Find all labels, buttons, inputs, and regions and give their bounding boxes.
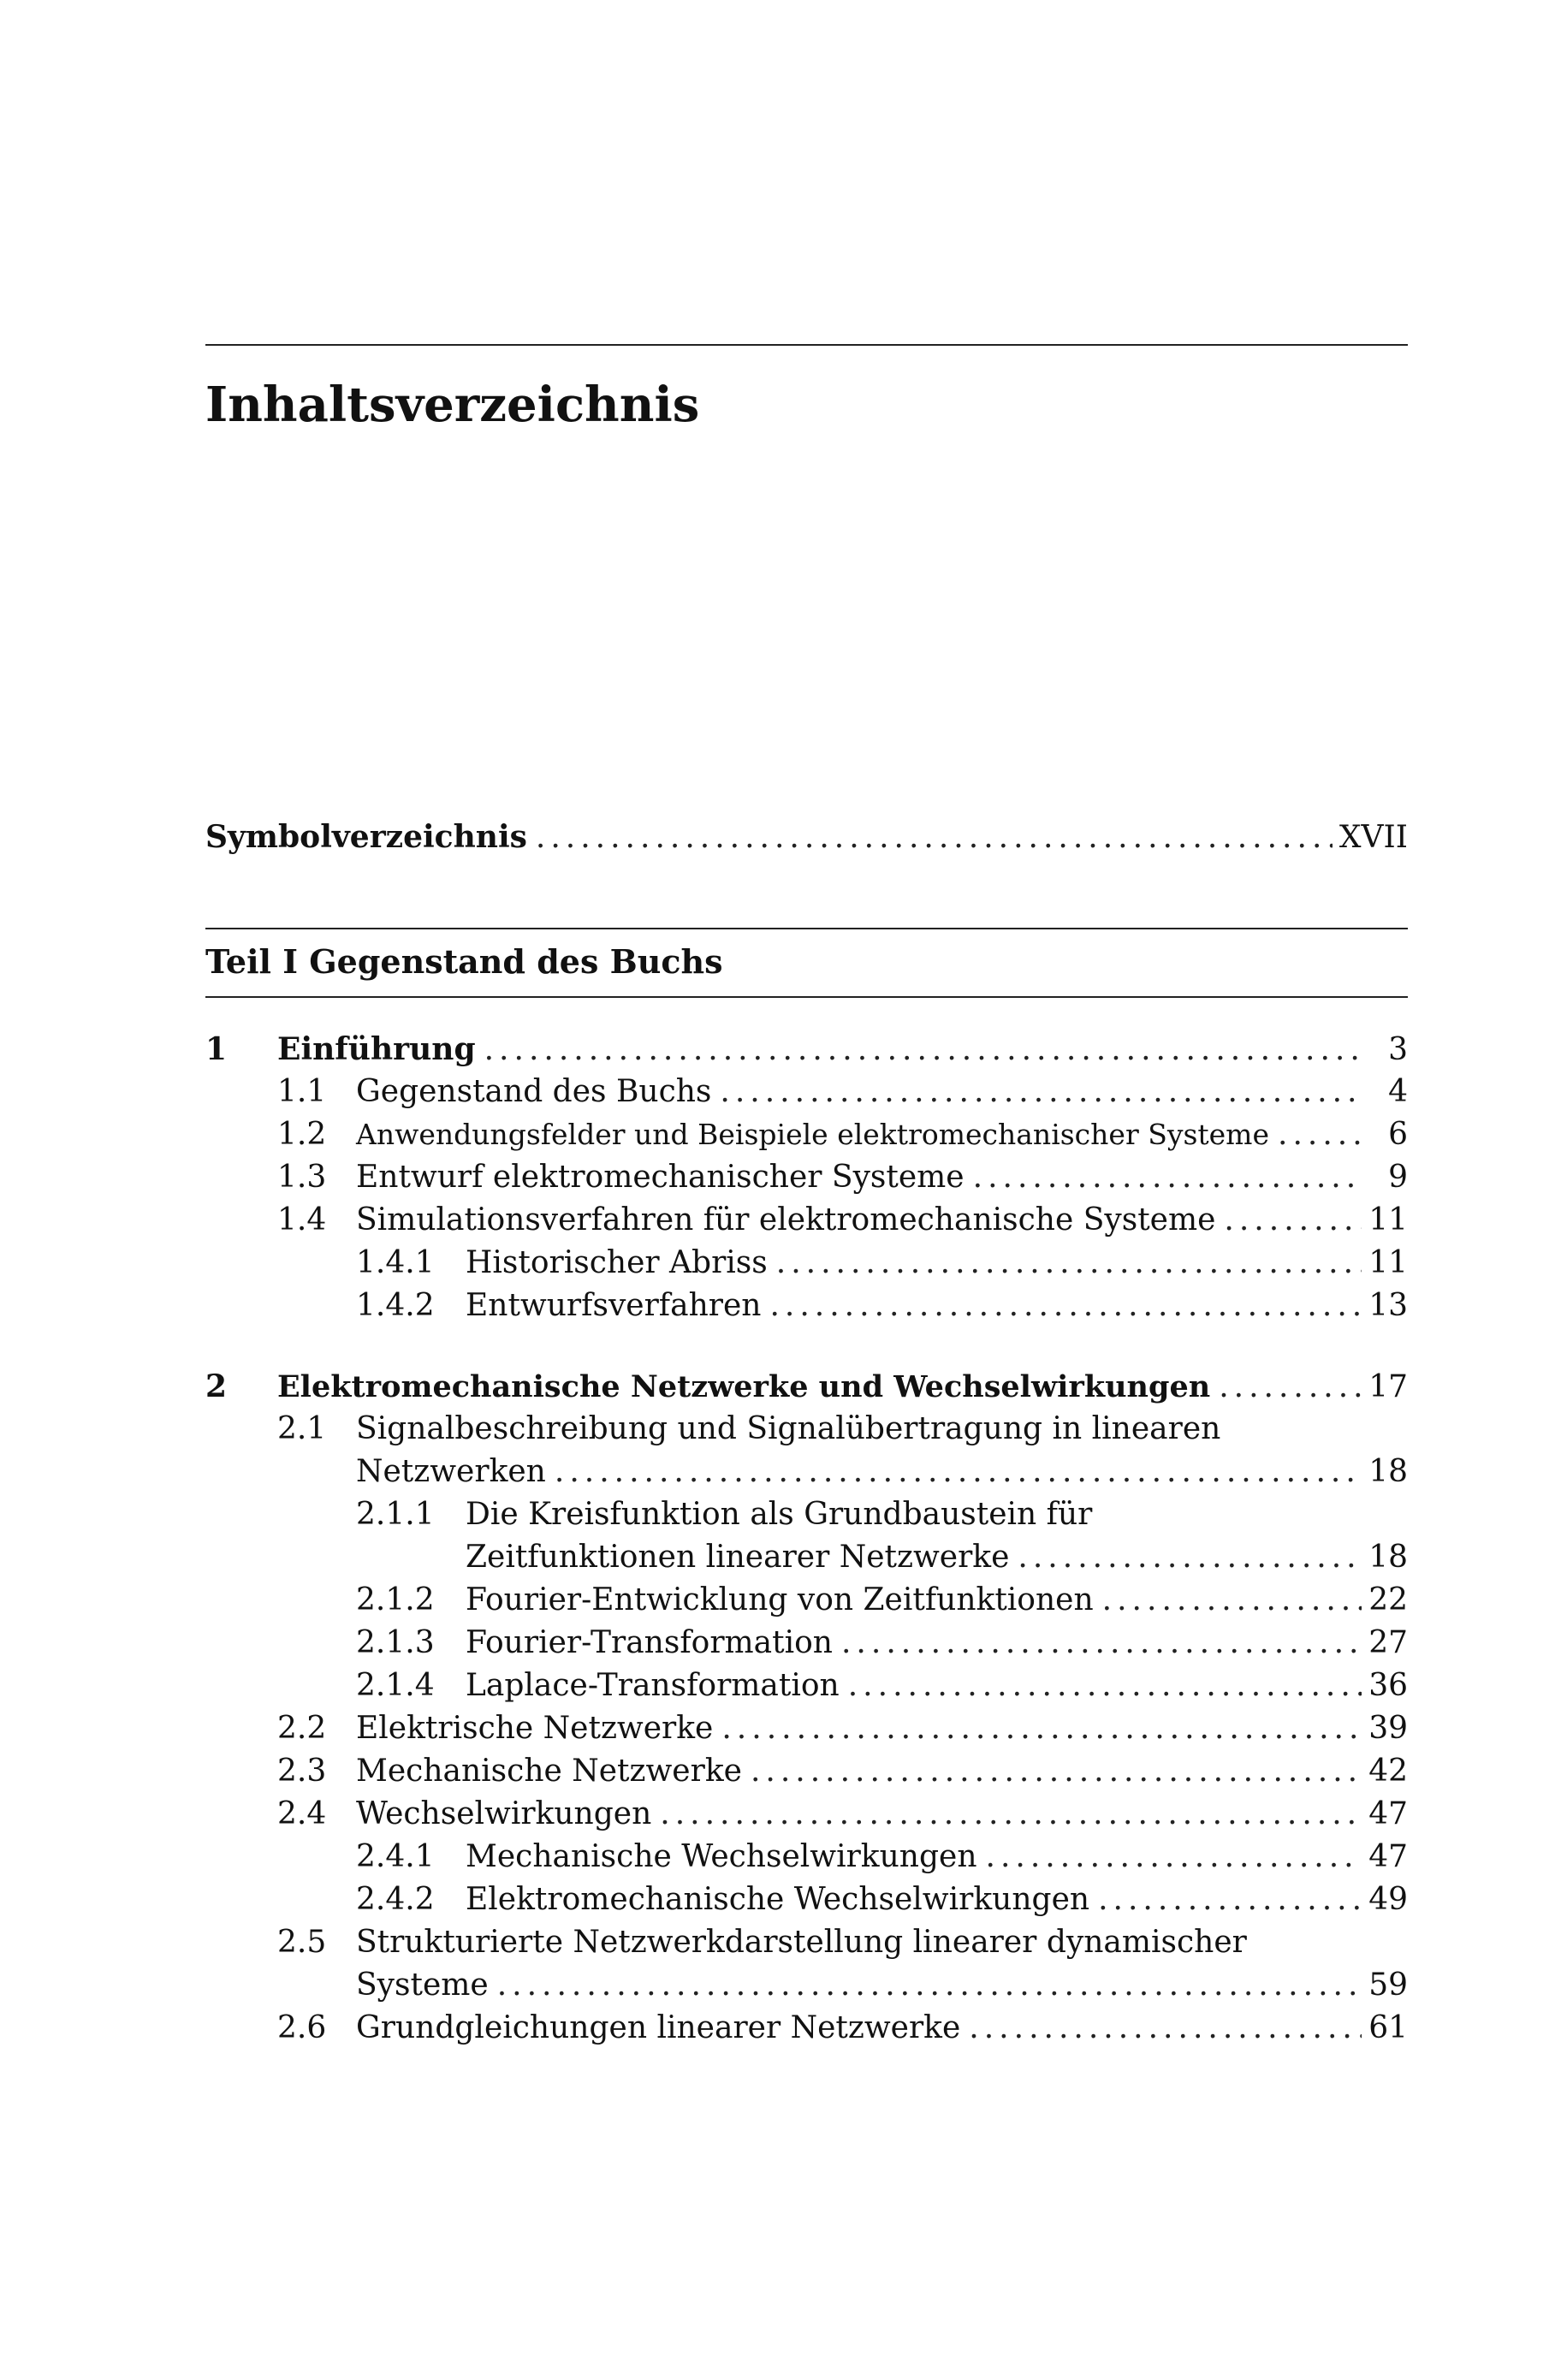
part-number: Teil I — [205, 942, 298, 981]
toc-entry-2-3[interactable] — [277, 1753, 1408, 1794]
section-title: Elektrische Netzwerke — [356, 1711, 714, 1746]
subsection-title: Fourier-Entwicklung von Zeitfunktionen — [466, 1582, 1094, 1617]
dot-leader — [973, 1159, 1362, 1196]
dot-leader — [1018, 1539, 1362, 1576]
toc-entry-2-2[interactable] — [277, 1710, 1408, 1751]
section-page: 61 — [1368, 2010, 1408, 2045]
chapter-title: Einführung — [277, 1031, 476, 1067]
section-page: 4 — [1388, 1074, 1408, 1109]
section-page: 6 — [1388, 1117, 1408, 1152]
section-title-line1: Signalbeschreibung und Signalübertragung in linearen — [356, 1411, 1221, 1446]
section-number: 1.3 — [277, 1160, 327, 1195]
section-title: Anwendungsfelder und Beispiele elektromechanischer Systeme — [356, 1118, 1270, 1151]
part-heading — [205, 941, 723, 982]
subsection-number: 2.4.1 — [356, 1839, 435, 1874]
part-rule-top — [205, 928, 1408, 929]
chapter-title: Elektromechanische Netzwerke und Wechselwirkungen — [277, 1369, 1211, 1404]
subsection-number: 1.4.1 — [356, 1245, 435, 1280]
toc-entry-1-4-2[interactable] — [356, 1287, 1408, 1328]
section-title: Simulationsverfahren für elektromechanische Systeme — [356, 1202, 1216, 1237]
subsection-number: 2.4.2 — [356, 1882, 435, 1917]
section-number: 2.3 — [277, 1754, 327, 1789]
toc-entry-2-4[interactable] — [277, 1795, 1408, 1837]
toc-entry-1-4-1[interactable] — [356, 1244, 1408, 1285]
toc-entry-2-4-2[interactable] — [356, 1881, 1408, 1922]
dot-leader — [1219, 1368, 1362, 1406]
toc-entry-1-3[interactable] — [277, 1159, 1408, 1200]
toc-entry-2-1-2[interactable] — [356, 1582, 1408, 1623]
chapter-number: 1 — [205, 1031, 228, 1067]
dot-leader — [720, 1073, 1362, 1111]
toc-entry-2-1-1-line2[interactable] — [466, 1539, 1408, 1580]
part-rule-bottom — [205, 996, 1408, 998]
dot-leader — [536, 819, 1333, 857]
section-title-line2: Systeme — [356, 1968, 489, 2003]
dot-leader — [769, 1287, 1362, 1325]
dot-leader — [1224, 1202, 1362, 1239]
dot-leader — [660, 1795, 1362, 1833]
subsection-number: 1.4.2 — [356, 1288, 435, 1323]
subsection-number: 2.1.2 — [356, 1582, 435, 1617]
subsection-number: 2.1.3 — [356, 1625, 435, 1660]
dot-leader — [986, 1838, 1362, 1876]
dot-leader — [1278, 1116, 1362, 1154]
section-title-line2: Netzwerken — [356, 1454, 546, 1489]
subsection-number: 2.1.4 — [356, 1668, 435, 1703]
toc-chapter-1[interactable] — [205, 1030, 1408, 1071]
section-page: 39 — [1368, 1711, 1408, 1746]
section-title: Grundgleichungen linearer Netzwerke — [356, 2010, 961, 2045]
dot-leader — [969, 2009, 1362, 2047]
part-title: Gegenstand des Buchs — [309, 942, 723, 981]
toc-entry-2-5-line2[interactable] — [356, 1967, 1408, 2008]
chapter-number: 2 — [205, 1368, 228, 1404]
subsection-title: Fourier-Transformation — [466, 1625, 833, 1660]
toc-entry-1-4[interactable] — [277, 1202, 1408, 1243]
toc-entry-page: XVII — [1338, 820, 1408, 855]
subsection-title-line1: Die Kreisfunktion als Grundbaustein für — [466, 1497, 1093, 1532]
dot-leader — [497, 1967, 1362, 2004]
subsection-title-line2: Zeitfunktionen linearer Netzwerke — [466, 1540, 1010, 1575]
page-title: Inhaltsverzeichnis — [205, 377, 700, 433]
title-rule — [205, 344, 1408, 346]
section-number: 2.2 — [277, 1711, 327, 1746]
section-title-line1: Strukturierte Netzwerkdarstellung linearer dynamischer — [356, 1925, 1247, 1960]
chapter-page: 3 — [1388, 1032, 1408, 1067]
subsection-title: Elektromechanische Wechselwirkungen — [466, 1882, 1090, 1917]
toc-entry-2-1-line1[interactable] — [277, 1410, 1220, 1448]
subsection-page: 36 — [1368, 1668, 1408, 1703]
section-number: 2.6 — [277, 2010, 327, 2045]
dot-leader — [848, 1667, 1362, 1705]
section-title: Entwurf elektromechanischer Systeme — [356, 1160, 965, 1195]
subsection-page: 47 — [1368, 1839, 1408, 1874]
dot-leader — [721, 1710, 1362, 1748]
section-number: 1.2 — [277, 1117, 327, 1152]
subsection-page: 18 — [1368, 1540, 1408, 1575]
subsection-number: 2.1.1 — [356, 1497, 435, 1532]
toc-chapter-2[interactable] — [205, 1368, 1408, 1409]
dot-leader — [1102, 1582, 1362, 1619]
toc-entry-2-1-1-line1[interactable] — [356, 1496, 1092, 1534]
section-page: 18 — [1368, 1454, 1408, 1489]
toc-entry-title: Symbolverzeichnis — [205, 819, 527, 855]
dot-leader — [1098, 1881, 1362, 1919]
dot-leader — [841, 1624, 1362, 1662]
section-number: 2.5 — [277, 1925, 327, 1960]
toc-entry-2-6[interactable] — [277, 2009, 1408, 2051]
toc-entry-2-4-1[interactable] — [356, 1838, 1408, 1879]
section-number: 1.4 — [277, 1202, 327, 1237]
section-title: Wechselwirkungen — [356, 1796, 652, 1831]
subsection-page: 11 — [1368, 1245, 1408, 1280]
dot-leader — [484, 1031, 1362, 1069]
subsection-page: 13 — [1368, 1288, 1408, 1323]
toc-entry-1-2[interactable] — [277, 1116, 1408, 1157]
section-page: 59 — [1368, 1968, 1408, 2003]
dot-leader — [751, 1753, 1362, 1790]
section-title: Gegenstand des Buchs — [356, 1074, 712, 1109]
chapter-page: 17 — [1368, 1369, 1408, 1404]
toc-entry-2-1-4[interactable] — [356, 1667, 1408, 1708]
section-page: 42 — [1368, 1754, 1408, 1789]
toc-entry-2-5-line1[interactable] — [277, 1924, 1247, 1962]
subsection-page: 49 — [1368, 1882, 1408, 1917]
subsection-title: Entwurfsverfahren — [466, 1288, 762, 1323]
section-number: 1.1 — [277, 1074, 327, 1109]
toc-entry-symbolverzeichnis[interactable] — [205, 818, 1408, 859]
subsection-title: Historischer Abriss — [466, 1245, 768, 1280]
subsection-title: Mechanische Wechselwirkungen — [466, 1839, 977, 1874]
subsection-page: 22 — [1368, 1582, 1408, 1617]
dot-leader — [776, 1244, 1362, 1282]
toc-entry-2-1-3[interactable] — [356, 1624, 1408, 1665]
section-number: 2.1 — [277, 1411, 327, 1446]
section-page: 9 — [1388, 1160, 1408, 1195]
subsection-title: Laplace-Transformation — [466, 1668, 840, 1703]
dot-leader — [555, 1453, 1362, 1491]
section-number: 2.4 — [277, 1796, 327, 1831]
toc-entry-1-1[interactable] — [277, 1073, 1408, 1114]
section-page: 11 — [1368, 1202, 1408, 1237]
subsection-page: 27 — [1368, 1625, 1408, 1660]
toc-entry-2-1-line2[interactable] — [356, 1453, 1408, 1494]
section-page: 47 — [1368, 1796, 1408, 1831]
section-title: Mechanische Netzwerke — [356, 1754, 742, 1789]
